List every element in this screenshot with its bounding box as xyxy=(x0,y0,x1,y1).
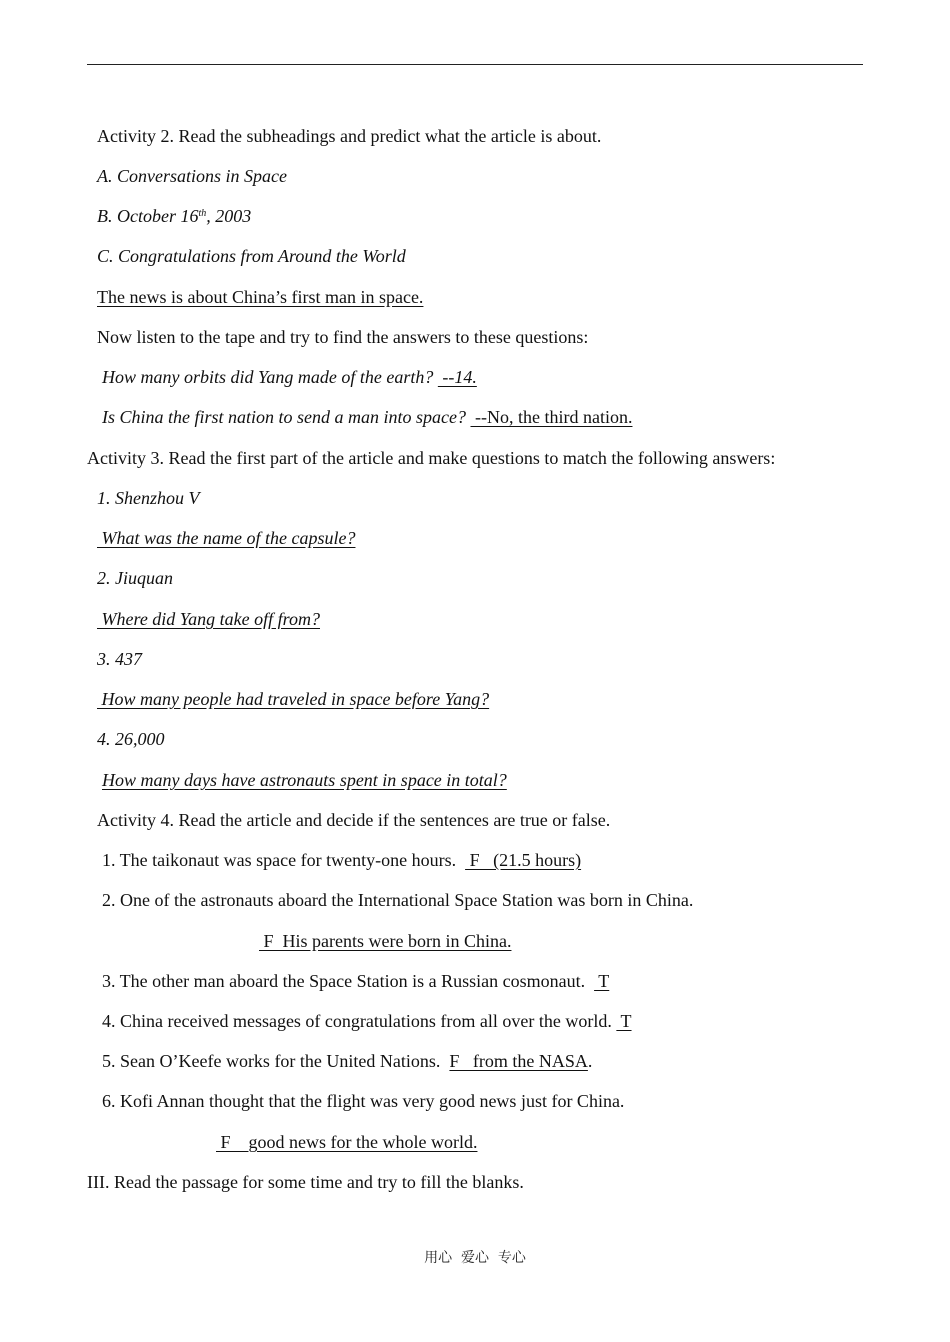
activity3-answer-2: 2. Jiuquan xyxy=(97,568,173,588)
statement-5-answer: F from the NASA xyxy=(449,1051,588,1071)
activity3-question-2: Where did Yang take off from? xyxy=(97,609,320,629)
page-footer: 用心 爱心 专心 xyxy=(424,1250,526,1266)
activity3-question-3: How many people had traveled in space before Yang? xyxy=(97,689,490,709)
activity3-heading: Activity 3. Read the first part of the article and make questions to match the following answers: xyxy=(87,448,776,468)
statement-6-answer: F good news for the whole world. xyxy=(216,1132,478,1152)
statement-4-answer: T xyxy=(616,1011,632,1031)
prediction-answer: The news is about China’s first man in space. xyxy=(97,287,424,307)
activity3-question-1: What was the name of the capsule? xyxy=(97,528,356,548)
activity3-answer-3: 3. 437 xyxy=(97,649,142,669)
question-1-text: How many orbits did Yang made of the earth? xyxy=(102,367,434,387)
activity3-answer-4: 4. 26,000 xyxy=(97,729,165,749)
activity3-question-4: How many days have astronauts spent in space in total? xyxy=(102,770,507,790)
listen-instruction: Now listen to the tape and try to find the answers to these questions: xyxy=(97,327,589,347)
statement-6: 6. Kofi Annan thought that the flight was very good news just for China. xyxy=(102,1091,625,1111)
statement-1-text: 1. The taikonaut was space for twenty-one hours. xyxy=(102,850,457,870)
question-1 xyxy=(102,366,477,388)
statement-4 xyxy=(102,1010,632,1032)
statement-5-period: . xyxy=(587,1051,593,1071)
statement-3-text: 3. The other man aboard the Space Station is a Russian cosmonaut. xyxy=(102,971,586,991)
subheading-b xyxy=(97,205,251,227)
question-2 xyxy=(102,406,632,428)
section-3-heading: III. Read the passage for some time and try to fill the blanks. xyxy=(87,1172,524,1192)
subheading-b-year: , 2003 xyxy=(206,206,252,226)
ordinal-suffix: th xyxy=(198,208,207,219)
header-rule xyxy=(87,64,863,65)
statement-1-answer: F (21.5 hours) xyxy=(465,850,582,870)
activity4-heading: Activity 4. Read the article and decide if the sentences are true or false. xyxy=(97,810,611,830)
activity3-answer-1: 1. Shenzhou V xyxy=(97,488,200,508)
question-1-answer: --14. xyxy=(437,367,477,387)
statement-2-answer: F His parents were born in China. xyxy=(259,931,512,951)
statement-5-text: 5. Sean O’Keefe works for the United Nations. xyxy=(102,1051,441,1071)
statement-3-answer: T xyxy=(594,971,610,991)
question-2-text: Is China the first nation to send a man into space? xyxy=(102,407,466,427)
statement-2: 2. One of the astronauts aboard the International Space Station was born in China. xyxy=(102,890,694,910)
subheading-c: C. Congratulations from Around the World xyxy=(97,246,406,266)
statement-4-text: 4. China received messages of congratulations from all over the world. xyxy=(102,1011,612,1031)
subheading-b-date: B. October 16 xyxy=(97,206,199,226)
subheading-a: A. Conversations in Space xyxy=(97,166,287,186)
statement-1 xyxy=(102,849,581,871)
statement-5 xyxy=(102,1050,592,1072)
question-2-answer: --No, the third nation. xyxy=(470,407,633,427)
activity2-heading: Activity 2. Read the subheadings and predict what the article is about. xyxy=(97,126,602,146)
statement-3 xyxy=(102,970,609,992)
